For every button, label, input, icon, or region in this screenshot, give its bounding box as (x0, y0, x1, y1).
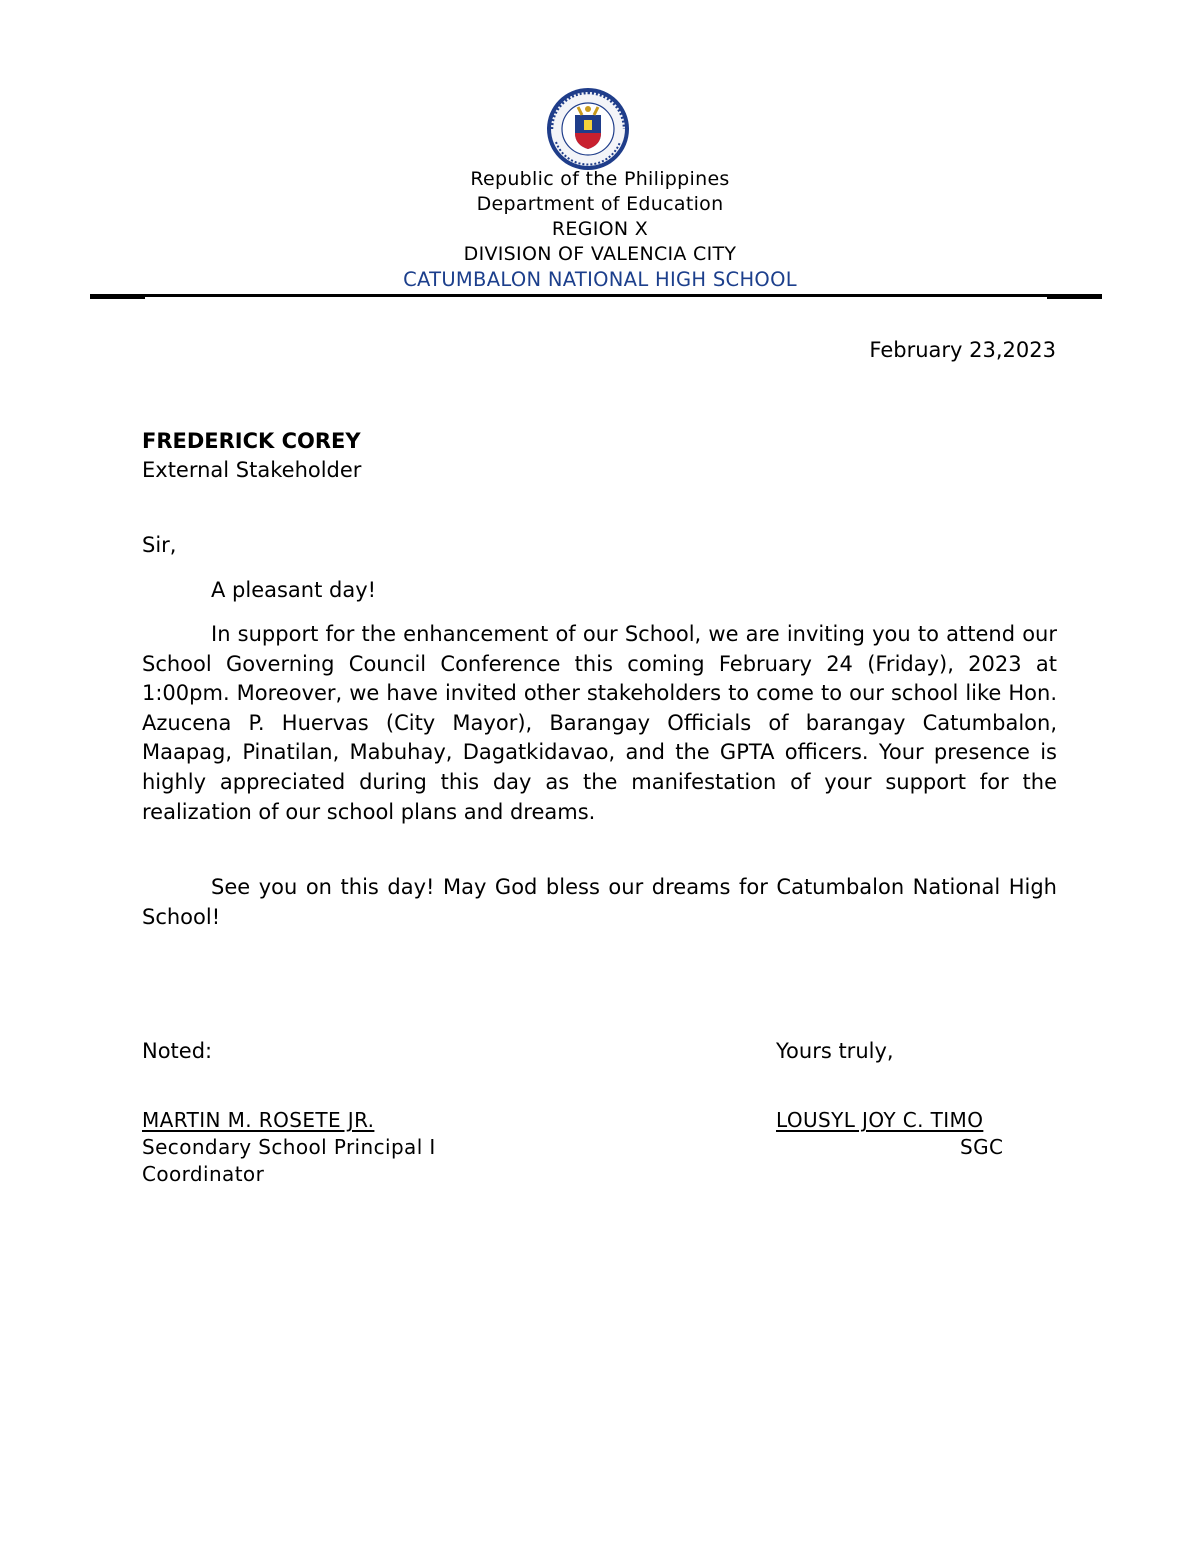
header-division: DIVISION OF VALENCIA CITY (463, 243, 737, 265)
letter-date: February 23,2023 (869, 338, 1056, 362)
header-divider-right-accent (1047, 297, 1102, 299)
deped-seal-logo (546, 87, 630, 171)
signatory-sender-name: LOUSYL JOY C. TIMO (776, 1108, 984, 1132)
header-divider (90, 294, 1102, 297)
salutation: Sir, (142, 533, 177, 557)
body-paragraph-invitation: In support for the enhancement of our School, we are inviting you to attend our School Governing Council Conference this coming February 24 (Friday), 2023 at 1:00pm. Moreover, we have invited other stakeholders to come to our school like Hon. Azucena P. Huervas (City Mayor), Barangay Officials of barangay Catumbalon, Maapag, Pinatilan, Mabuhay, Dagatkidavao, and the GPTA officers. Your presence is highly appreciated during this day as the manifestation of your support for the realization of our school plans and dreams. (142, 622, 1057, 824)
signatory-principal-name: MARTIN M. ROSETE JR. (142, 1108, 375, 1132)
complimentary-close: Yours truly, (776, 1039, 894, 1063)
header-department: Department of Education (476, 193, 724, 215)
header-republic: Republic of the Philippines (470, 168, 730, 190)
signatory-principal-title: Secondary School Principal I (142, 1135, 436, 1159)
recipient-role: External Stakeholder (142, 458, 362, 482)
noted-label: Noted: (142, 1039, 213, 1063)
header-divider-left-accent (90, 297, 145, 299)
header-region: REGION X (551, 218, 649, 240)
opening-line: A pleasant day! (211, 578, 377, 602)
signatory-coordinator-title: Coordinator (142, 1162, 265, 1186)
recipient-name: FREDERICK COREY (142, 429, 361, 453)
body-paragraph-closing: See you on this day! May God bless our dreams for Catumbalon National High School! (142, 875, 1057, 929)
header-school-name: CATUMBALON NATIONAL HIGH SCHOOL (403, 268, 797, 291)
signatory-sender-title: SGC (960, 1135, 1004, 1159)
